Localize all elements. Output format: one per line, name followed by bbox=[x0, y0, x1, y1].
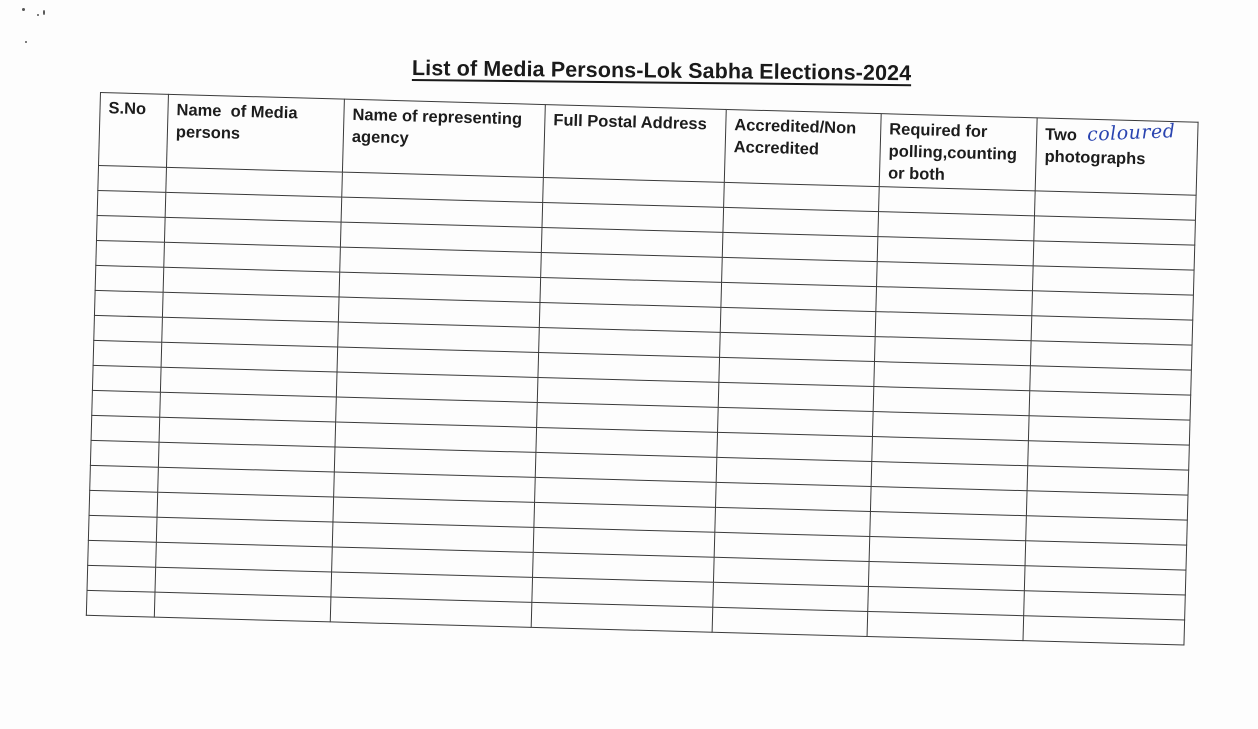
table-cell[interactable] bbox=[96, 215, 165, 242]
table-cell[interactable] bbox=[97, 190, 166, 217]
table-cell[interactable] bbox=[90, 440, 159, 467]
table-cell[interactable] bbox=[88, 540, 157, 567]
header-postal-address: Full Postal Address bbox=[543, 105, 726, 183]
table-cell[interactable] bbox=[94, 290, 163, 317]
header-photographs bbox=[1035, 118, 1198, 195]
media-persons-form bbox=[85, 92, 1197, 662]
document-title: List of Media Persons-Lok Sabha Elections-2024 bbox=[411, 56, 912, 86]
table-cell[interactable] bbox=[330, 597, 532, 627]
scan-specks bbox=[22, 8, 62, 48]
table-cell[interactable] bbox=[91, 415, 160, 442]
media-persons-table bbox=[86, 92, 1199, 646]
table-cell[interactable] bbox=[92, 390, 161, 417]
table-cell[interactable] bbox=[98, 165, 167, 192]
table-cell[interactable] bbox=[88, 515, 157, 542]
table-cell[interactable] bbox=[712, 607, 868, 636]
table-cell[interactable] bbox=[531, 602, 713, 632]
table-cell[interactable] bbox=[87, 565, 156, 592]
table-cell[interactable] bbox=[93, 340, 162, 367]
table-cell[interactable] bbox=[95, 265, 164, 292]
handwritten-annotation: coloured bbox=[1086, 120, 1176, 146]
header-accreditation: Accredited/Non Accredited bbox=[724, 109, 881, 186]
table-body bbox=[86, 165, 1196, 645]
table-cell[interactable] bbox=[86, 590, 155, 617]
table-cell[interactable] bbox=[89, 490, 158, 517]
table-cell[interactable] bbox=[92, 365, 161, 392]
table-cell[interactable] bbox=[154, 592, 331, 622]
header-media-person-name: Name of Media persons bbox=[166, 94, 344, 172]
table-cell[interactable] bbox=[96, 240, 165, 267]
header-sno: S.No bbox=[99, 93, 169, 168]
header-photographs-label-end: photographs bbox=[1044, 147, 1146, 169]
header-photographs-label-start: Two bbox=[1044, 125, 1078, 145]
header-requirement: Required for polling,counting or both bbox=[879, 114, 1037, 191]
table-cell[interactable] bbox=[90, 465, 159, 492]
table-cell[interactable] bbox=[94, 315, 163, 342]
table-cell[interactable] bbox=[867, 611, 1024, 640]
header-agency: Name of representing agency bbox=[342, 99, 545, 177]
table-cell[interactable] bbox=[1023, 616, 1185, 645]
